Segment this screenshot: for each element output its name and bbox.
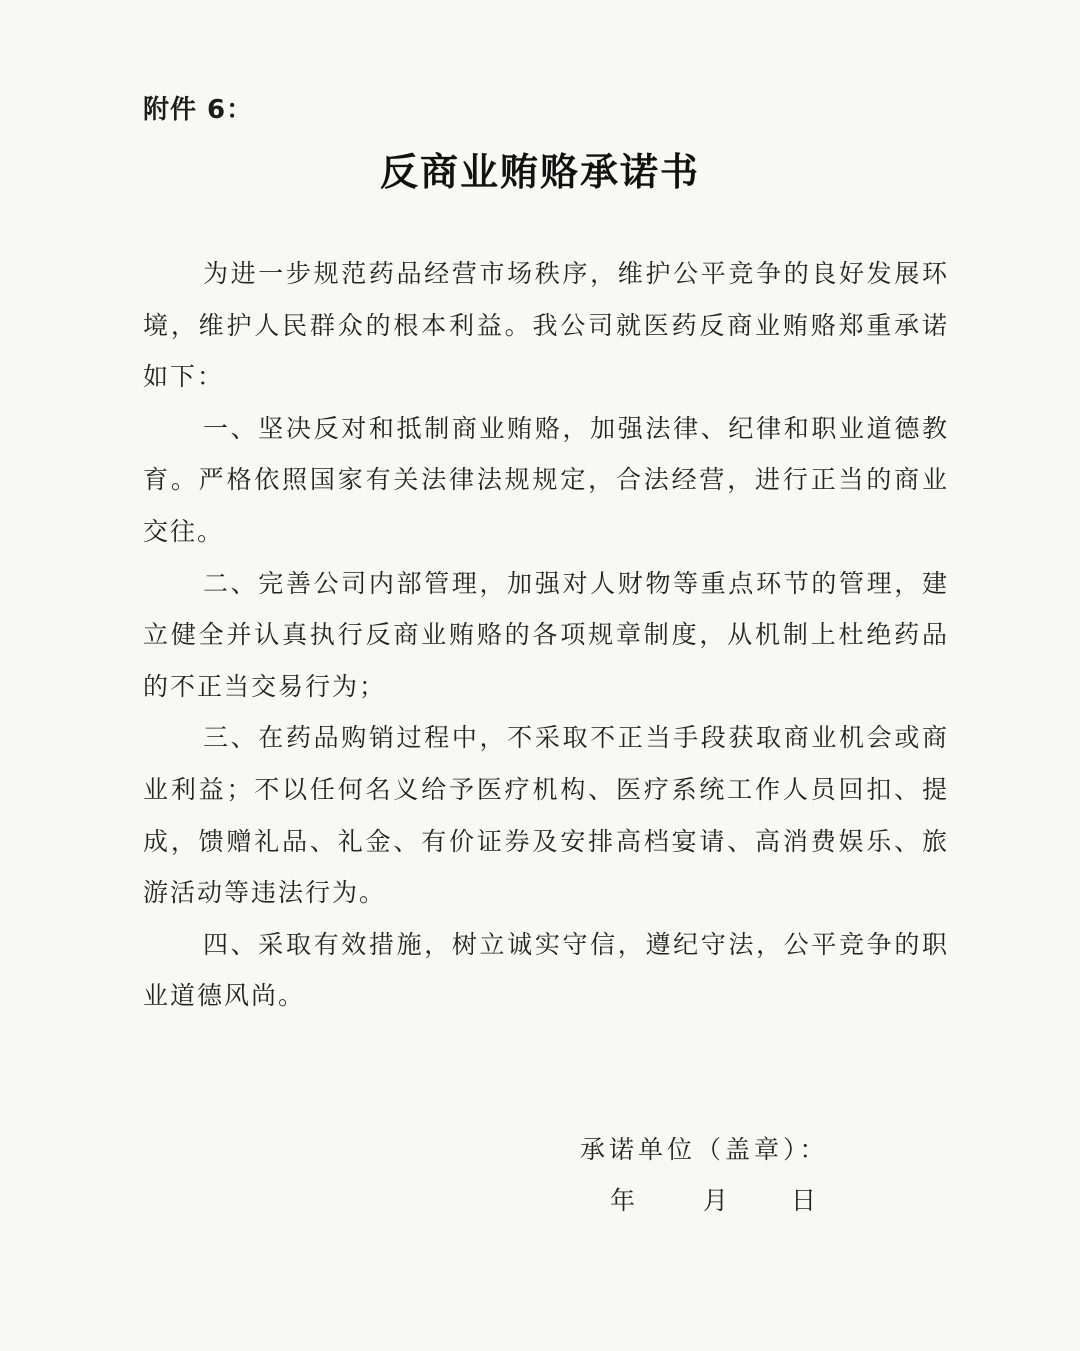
commitment-item-3: 三、在药品购销过程中，不采取不正当手段获取商业机会或商业利益；不以任何名义给予医疗机构、医疗系统工作人员回扣、提成，馈赠礼品、礼金、有价证券及安排高档宴请、高消费娱乐、旅游活动等违法行为。: [143, 723, 949, 908]
date-day-label: 日: [790, 1186, 816, 1215]
attachment-label: 附件 6：: [143, 95, 254, 125]
date-month-label: 月: [702, 1186, 728, 1215]
commitment-item-2: 二、完善公司内部管理，加强对人财物等重点环节的管理，建立健全并认真执行反商业贿赂的各项规章制度，从机制上杜绝药品的不正当交易行为；: [143, 568, 949, 701]
date-year-label: 年: [610, 1186, 636, 1215]
document-title: 反商业贿赂承诺书: [379, 149, 700, 194]
signature-unit-label: 承诺单位（盖章）：: [580, 1135, 829, 1164]
intro-paragraph: 为进一步规范药品经营市场秩序，维护公平竞争的良好发展环境，维护人民群众的根本利益。我公司就医药反商业贿赂郑重承诺如下：: [143, 259, 949, 392]
signature-date: [610, 1177, 816, 1225]
commitment-item-1: 一、坚决反对和抵制商业贿赂，加强法律、纪律和职业道德教育。严格依照国家有关法律法规规定，合法经营，进行正当的商业交往。: [143, 413, 949, 546]
document-body: [143, 248, 949, 1022]
commitment-item-4: 四、采取有效措施，树立诚实守信，遵纪守法，公平竞争的职业道德风尚。: [143, 929, 949, 1011]
